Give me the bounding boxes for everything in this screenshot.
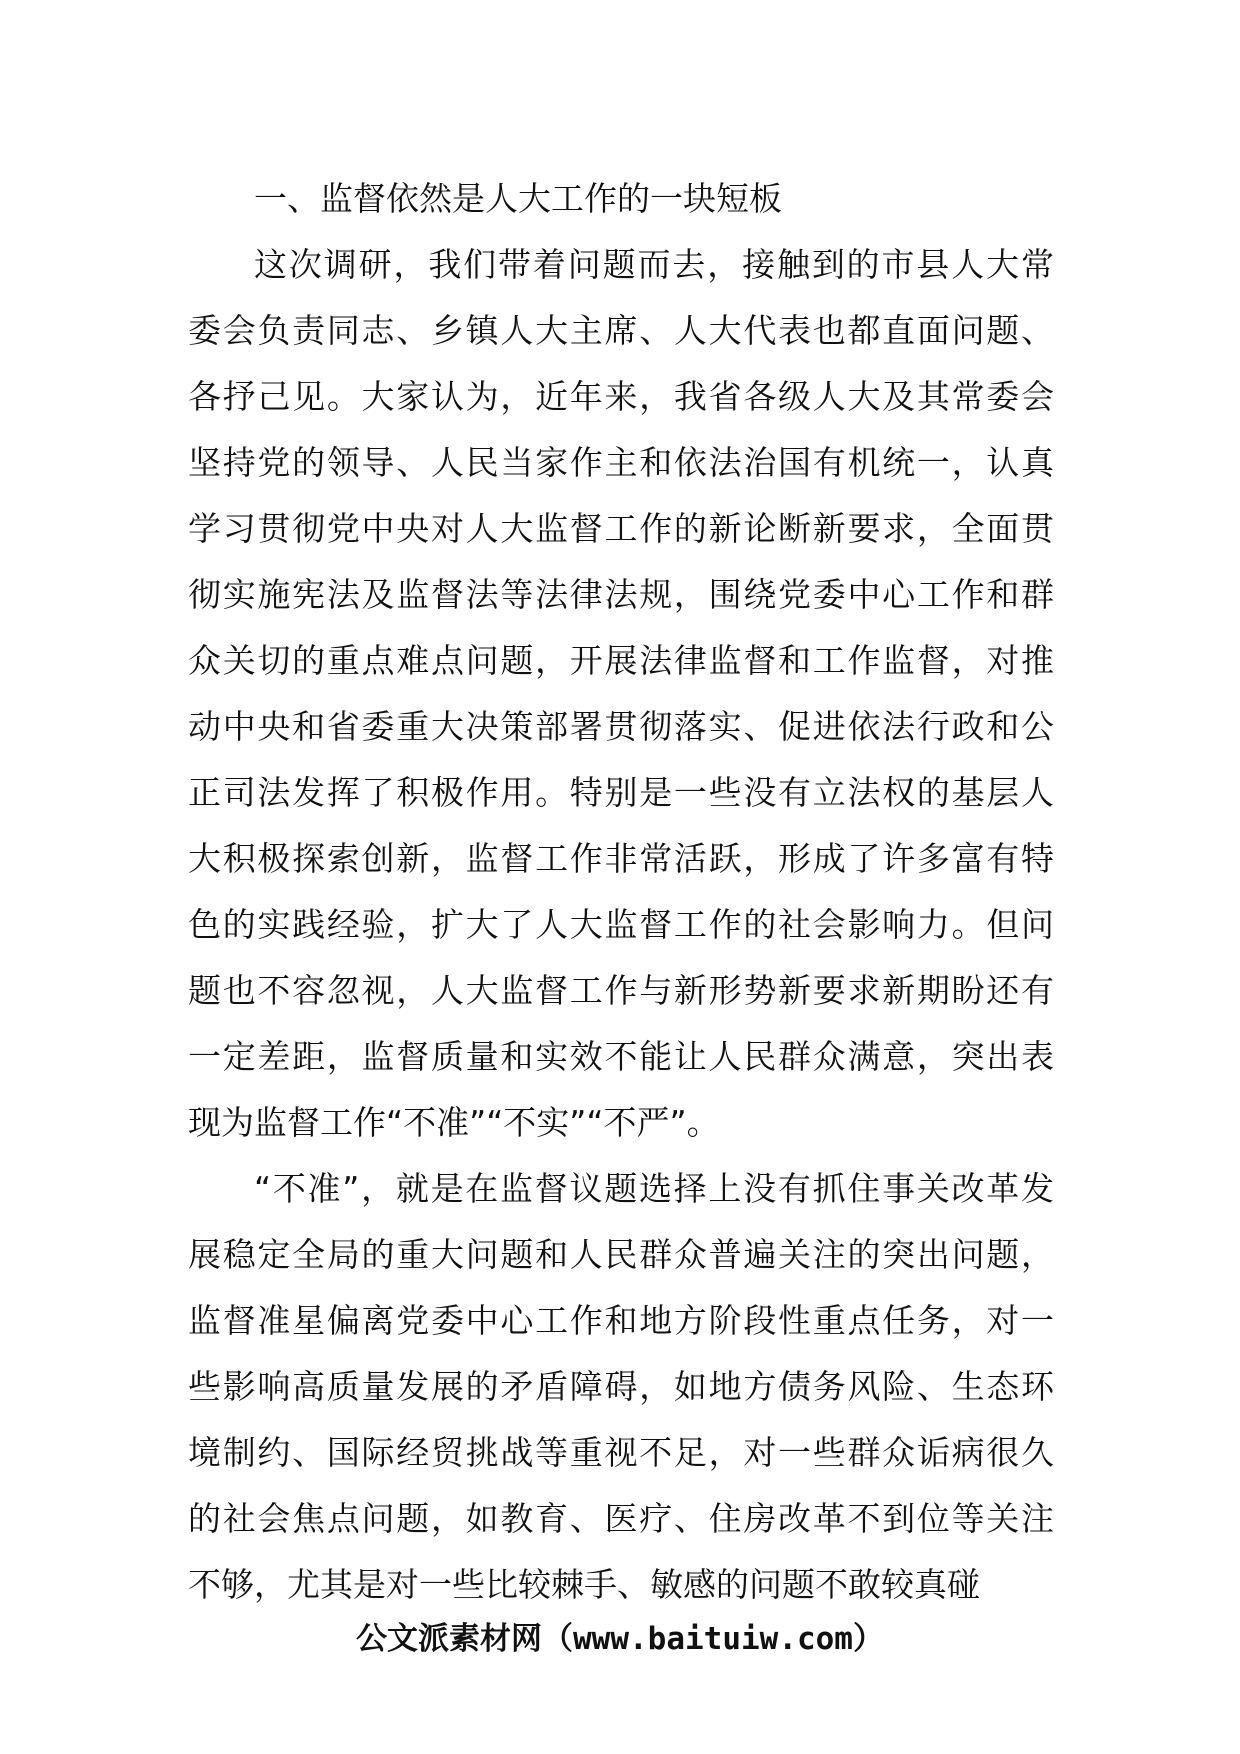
- paragraph-line: 坚持党的领导、人民当家作主和依法治国有机统一，认真: [188, 443, 1054, 482]
- paragraph-list: [188, 232, 1054, 1618]
- footer-watermark: [0, 1614, 1240, 1664]
- paragraph-line: 展稳定全局的重大问题和人民群众普遍关注的突出问题，: [188, 1235, 1054, 1274]
- paragraph-line: 彻实施宪法及监督法等法律法规，围绕党委中心工作和群: [188, 575, 1054, 614]
- section-heading: 一、监督依然是人大工作的一块短板: [254, 179, 782, 218]
- paragraph-line: 的社会焦点问题，如教育、医疗、住房改革不到位等关注: [188, 1499, 1054, 1538]
- document-body: [188, 166, 1054, 1618]
- paragraph-line: 这次调研，我们带着问题而去，接触到的市县人大常: [254, 245, 1054, 284]
- paragraph-line: “不准”，就是在监督议题选择上没有抓住事关改革发: [254, 1169, 1054, 1208]
- paragraph-line: 境制约、国际经贸挑战等重视不足，对一些群众诟病很久: [188, 1433, 1054, 1472]
- paragraph: [188, 1156, 1054, 1618]
- footer-site-name: 公文派素材网: [356, 1621, 543, 1657]
- paragraph-line: 委会负责同志、乡镇人大主席、人大代表也都直面问题、: [188, 311, 1054, 350]
- paragraph-line: 些影响高质量发展的矛盾障碍，如地方债务风险、生态环: [188, 1367, 1054, 1406]
- paragraph-line: 不够，尤其是对一些比较棘手、敏感的问题不敢较真碰: [188, 1565, 980, 1604]
- paragraph-line: 各抒己见。大家认为，近年来，我省各级人大及其常委会: [188, 377, 1054, 416]
- paragraph-line: 动中央和省委重大决策部署贯彻落实、促进依法行政和公: [188, 707, 1054, 746]
- paragraph: [188, 232, 1054, 1156]
- paragraph-line: 监督准星偏离党委中心工作和地方阶段性重点任务，对一: [188, 1301, 1054, 1340]
- paragraph-line: 大积极探索创新，监督工作非常活跃，形成了许多富有特: [188, 839, 1054, 878]
- footer-url: （www.baituiw.com）: [542, 1621, 884, 1657]
- paragraph-line: 学习贯彻党中央对人大监督工作的新论断新要求，全面贯: [188, 509, 1054, 548]
- paragraph-line: 色的实践经验，扩大了人大监督工作的社会影响力。但问: [188, 905, 1054, 944]
- paragraph-line: 题也不容忽视，人大监督工作与新形势新要求新期盼还有: [188, 971, 1054, 1010]
- paragraph-line: 一定差距，监督质量和实效不能让人民群众满意，突出表: [188, 1037, 1054, 1076]
- paragraph-line: 众关切的重点难点问题，开展法律监督和工作监督，对推: [188, 641, 1054, 680]
- paragraph-line: 正司法发挥了积极作用。特别是一些没有立法权的基层人: [188, 773, 1054, 812]
- paragraph-line: 现为监督工作“不准”“不实”“不严”。: [188, 1103, 720, 1142]
